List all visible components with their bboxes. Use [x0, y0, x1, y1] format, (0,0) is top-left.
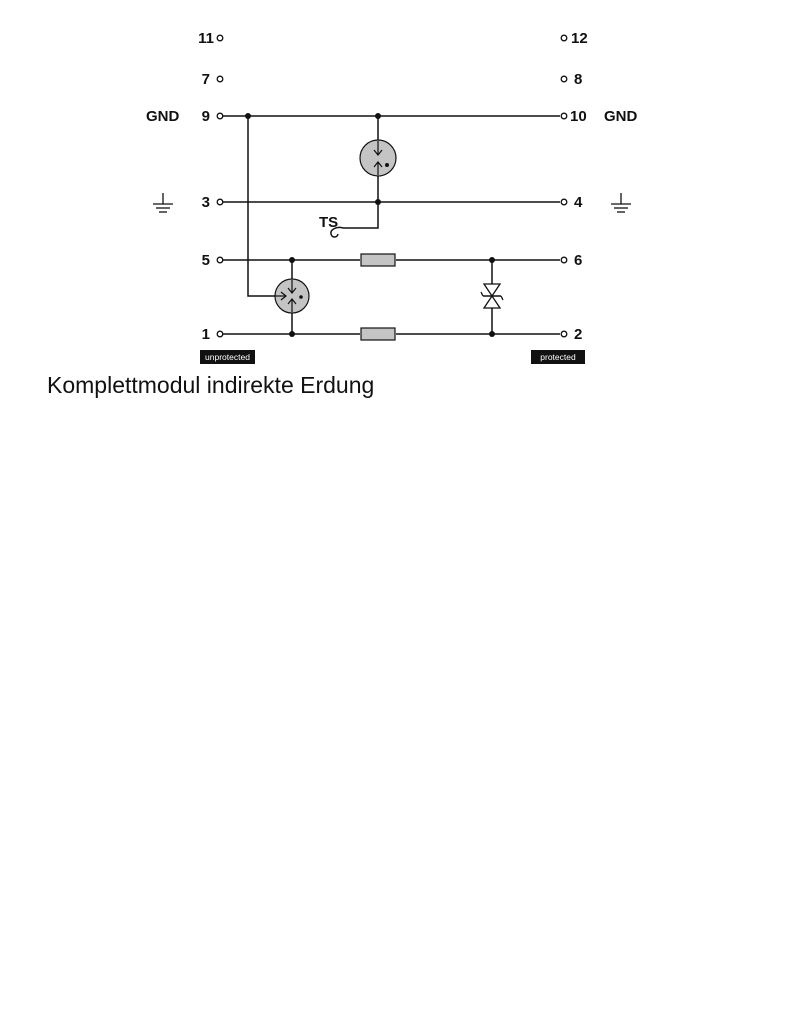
pin-label-2: 2 — [574, 326, 583, 343]
unprotected-tag — [200, 350, 255, 364]
terminals — [217, 35, 567, 337]
pin-label-6: 6 — [574, 252, 583, 269]
resistor — [361, 254, 395, 266]
tvs-diode-icon — [481, 284, 503, 308]
protected-tag-text: protected — [540, 352, 576, 362]
pin-label-1: 1 — [201, 326, 210, 343]
pin-label-8: 8 — [574, 71, 583, 88]
pin-label-3: 3 — [201, 194, 210, 211]
gnd-label-right: GND — [604, 108, 638, 125]
caption: Komplettmodul indirekte Erdung — [47, 372, 375, 398]
pin-label-10: 10 — [570, 108, 587, 125]
ts-label: TS — [319, 214, 339, 231]
unprotected-tag-text: unprotected — [205, 352, 250, 362]
resistor — [361, 328, 395, 340]
circuit-diagram — [0, 0, 800, 370]
gas-discharge-tube-icon — [360, 140, 396, 176]
pin-label-7: 7 — [201, 71, 210, 88]
pin-label-5: 5 — [201, 252, 210, 269]
pin-label-4: 4 — [574, 194, 583, 211]
pin-label-12: 12 — [571, 30, 588, 47]
gnd-label-left: GND — [146, 108, 180, 125]
pin-label-9: 9 — [201, 108, 210, 125]
protected-tag — [531, 350, 585, 364]
earth-ground-icon — [611, 193, 631, 212]
gas-discharge-tube-icon — [275, 279, 309, 313]
pin-label-11: 11 — [198, 30, 214, 47]
earth-ground-icon — [153, 193, 173, 212]
